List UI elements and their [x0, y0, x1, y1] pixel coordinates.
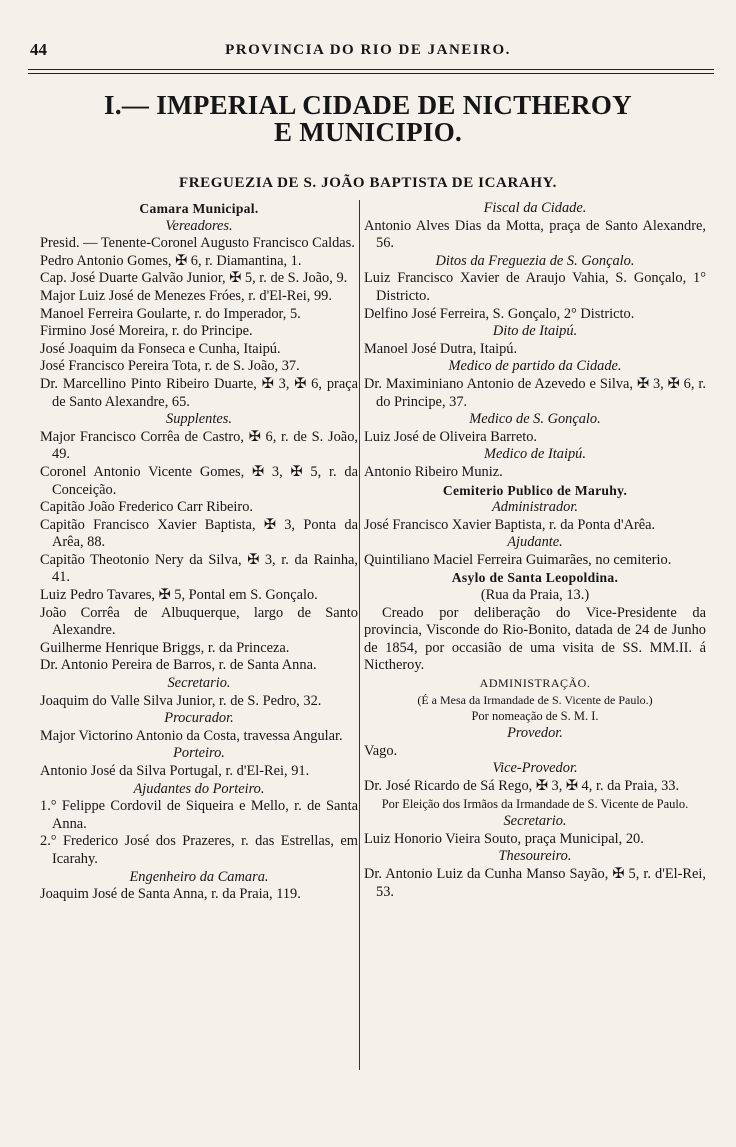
role-heading: Ajudantes do Porteiro.: [133, 780, 265, 797]
directory-entry: Delfino José Ferreira, S. Gonçalo, 2° Districto.: [364, 305, 635, 322]
role-heading: Porteiro.: [173, 745, 225, 762]
directory-entry: Capitão Theotonio Nery da Silva, ✠ 3, r. da Rainha, 41.: [40, 551, 358, 586]
directory-entry: José Francisco Xavier Baptista, r. da Ponta d'Arêa.: [364, 516, 656, 533]
role-heading: Procurador.: [164, 710, 234, 727]
directory-entry: Presid. — Tenente-Coronel Augusto Francisco Caldas.: [40, 235, 355, 252]
directory-entry: Joaquim do Valle Silva Junior, r. de S. Pedro, 32.: [40, 692, 322, 709]
directory-entry: João Corrêa de Albuquerque, largo de Santo Alexandre.: [40, 604, 358, 639]
section-title: [0, 92, 736, 146]
directory-entry: Joaquim José de Santa Anna, r. da Praia, 119.: [40, 886, 301, 903]
directory-entry: Manoel José Dutra, Itaipú.: [364, 340, 518, 357]
section-heading: Asylo de Santa Leopoldina.: [451, 570, 619, 586]
address-line: (Rua da Praia, 13.): [480, 587, 590, 604]
section-heading: Cemiterio Publico de Maruhy.: [442, 482, 628, 498]
directory-entry: Luiz Honorio Vieira Souto, praça Municipal, 20.: [364, 830, 644, 847]
role-heading: Provedor.: [507, 725, 563, 742]
directory-entry: Cap. José Duarte Galvão Junior, ✠ 5, r. de S. João, 9.: [40, 270, 348, 287]
directory-entry: Antonio Alves Dias da Motta, praça de Santo Alexandre, 56.: [364, 217, 706, 252]
directory-entry: Antonio José da Silva Portugal, r. d'El-Rei, 91.: [40, 763, 310, 779]
role-heading: Engenheiro da Camara.: [129, 868, 269, 885]
role-heading: Ditos da Freguezia de S. Gonçalo.: [435, 252, 635, 269]
directory-entry: Capitão João Frederico Carr Ribeiro.: [40, 499, 253, 516]
directory-entry: Quintiliano Maciel Ferreira Guimarães, no cemiterio.: [364, 551, 672, 568]
directory-entry: Major Luiz José de Menezes Fróes, r. d'El-Rei, 99.: [40, 287, 332, 304]
subsection-heading: ADMINISTRAÇÃO.: [479, 676, 591, 691]
header-rule: [28, 69, 714, 70]
role-heading: Vereadores.: [165, 217, 233, 234]
role-heading: Medico de S. Gonçalo.: [469, 411, 601, 428]
left-column: [40, 200, 358, 904]
header-rule-double: [28, 73, 714, 74]
role-heading: Thesoureiro.: [498, 848, 572, 865]
role-heading: Supplentes.: [166, 411, 232, 428]
running-title: PROVINCIA DO RIO DE JANEIRO.: [225, 42, 511, 58]
directory-entry: Dr. Marcellino Pinto Ribeiro Duarte, ✠ 3, ✠ 6, praça de Santo Alexandre, 65.: [40, 375, 358, 410]
directory-entry: José Joaquim da Fonseca e Cunha, Itaipú.: [40, 340, 281, 357]
directory-entry: Major Victorino Antonio da Costa, travessa Angular.: [40, 727, 343, 744]
body-paragraph: Creado por deliberação do Vice-Presidente da provincia, Visconde do Rio-Bonito, datada de 24 de Junho de 1854, por occasião de uma visita de SS. MM.II. á Nictheroy.: [364, 604, 706, 674]
page-number: 44: [30, 40, 47, 59]
directory-entry: Major Francisco Corrêa de Castro, ✠ 6, r. de S. João, 49.: [40, 428, 358, 463]
directory-entry: Luiz Pedro Tavares, ✠ 5, Pontal em S. Gonçalo.: [40, 587, 318, 604]
directory-entry: Guilherme Henrique Briggs, r. da Princeza.: [40, 639, 290, 656]
column-divider: [359, 200, 360, 1070]
role-heading: Administrador.: [492, 499, 578, 516]
role-heading: Medico de partido da Cidade.: [448, 358, 622, 375]
role-heading: Ajudante.: [507, 534, 563, 551]
role-heading: Medico de Itaipú.: [484, 446, 586, 463]
role-heading: Fiscal da Cidade.: [483, 200, 587, 216]
parish-heading: FREGUEZIA DE S. JOÃO BAPTISTA DE ICARAHY.: [178, 175, 557, 191]
appointment-note: Por nomeação de S. M. I.: [471, 708, 599, 723]
directory-entry: Dr. José Ricardo de Sá Rego, ✠ 3, ✠ 4, r. da Praia, 33.: [364, 778, 680, 794]
role-heading: Secretario.: [503, 813, 567, 830]
directory-entry: Dr. Antonio Pereira de Barros, r. de Santa Anna.: [40, 657, 317, 674]
section-title-line-1: I.— IMPERIAL CIDADE DE NICTHEROY: [104, 90, 632, 120]
directory-entry: 1.° Felippe Cordovil de Siqueira e Mello, r. de Santa Anna.: [40, 798, 358, 832]
section-title-line-2: E MUNICIPIO.: [273, 117, 463, 147]
directory-entry: Antonio Ribeiro Muniz.: [364, 463, 503, 480]
parenthetical-note: (É a Mesa da Irmandade de S. Vicente de Paulo.): [417, 692, 653, 707]
role-heading: Secretario.: [167, 675, 231, 692]
directory-entry: Luiz José de Oliveira Barreto.: [364, 428, 538, 445]
role-heading: Vice-Provedor.: [492, 760, 578, 777]
directory-entry: José Francisco Pereira Tota, r. de S. João, 37.: [40, 358, 300, 375]
directory-entry: Pedro Antonio Gomes, ✠ 6, r. Diamantina, 1.: [40, 252, 302, 269]
section-heading: Camara Municipal.: [139, 201, 259, 216]
right-column: [364, 200, 706, 901]
appointment-note: Por Eleição dos Irmãos da Irmandade de S. Vicente de Paulo.: [381, 796, 689, 811]
directory-entry: Dr. Maximiniano Antonio de Azevedo e Silva, ✠ 3, ✠ 6, r. do Principe, 37.: [364, 375, 706, 410]
directory-entry: 2.° Frederico José dos Prazeres, r. das Estrellas, em Icarahy.: [40, 833, 358, 867]
directory-entry: Capitão Francisco Xavier Baptista, ✠ 3, Ponta da Arêa, 88.: [40, 516, 358, 551]
directory-entry: Dr. Antonio Luiz da Cunha Manso Sayão, ✠ 5, r. d'El-Rei, 53.: [364, 865, 706, 900]
directory-entry: Vago.: [364, 742, 398, 759]
directory-entry: Luiz Francisco Xavier de Araujo Vahia, S. Gonçalo, 1° Districto.: [364, 270, 706, 304]
role-heading: Dito de Itaipú.: [492, 323, 578, 340]
directory-entry: Firmino José Moreira, r. do Principe.: [40, 323, 253, 340]
directory-entry: Manoel Ferreira Goularte, r. do Imperador, 5.: [40, 305, 301, 322]
directory-entry: Coronel Antonio Vicente Gomes, ✠ 3, ✠ 5, r. da Conceição.: [40, 463, 358, 498]
